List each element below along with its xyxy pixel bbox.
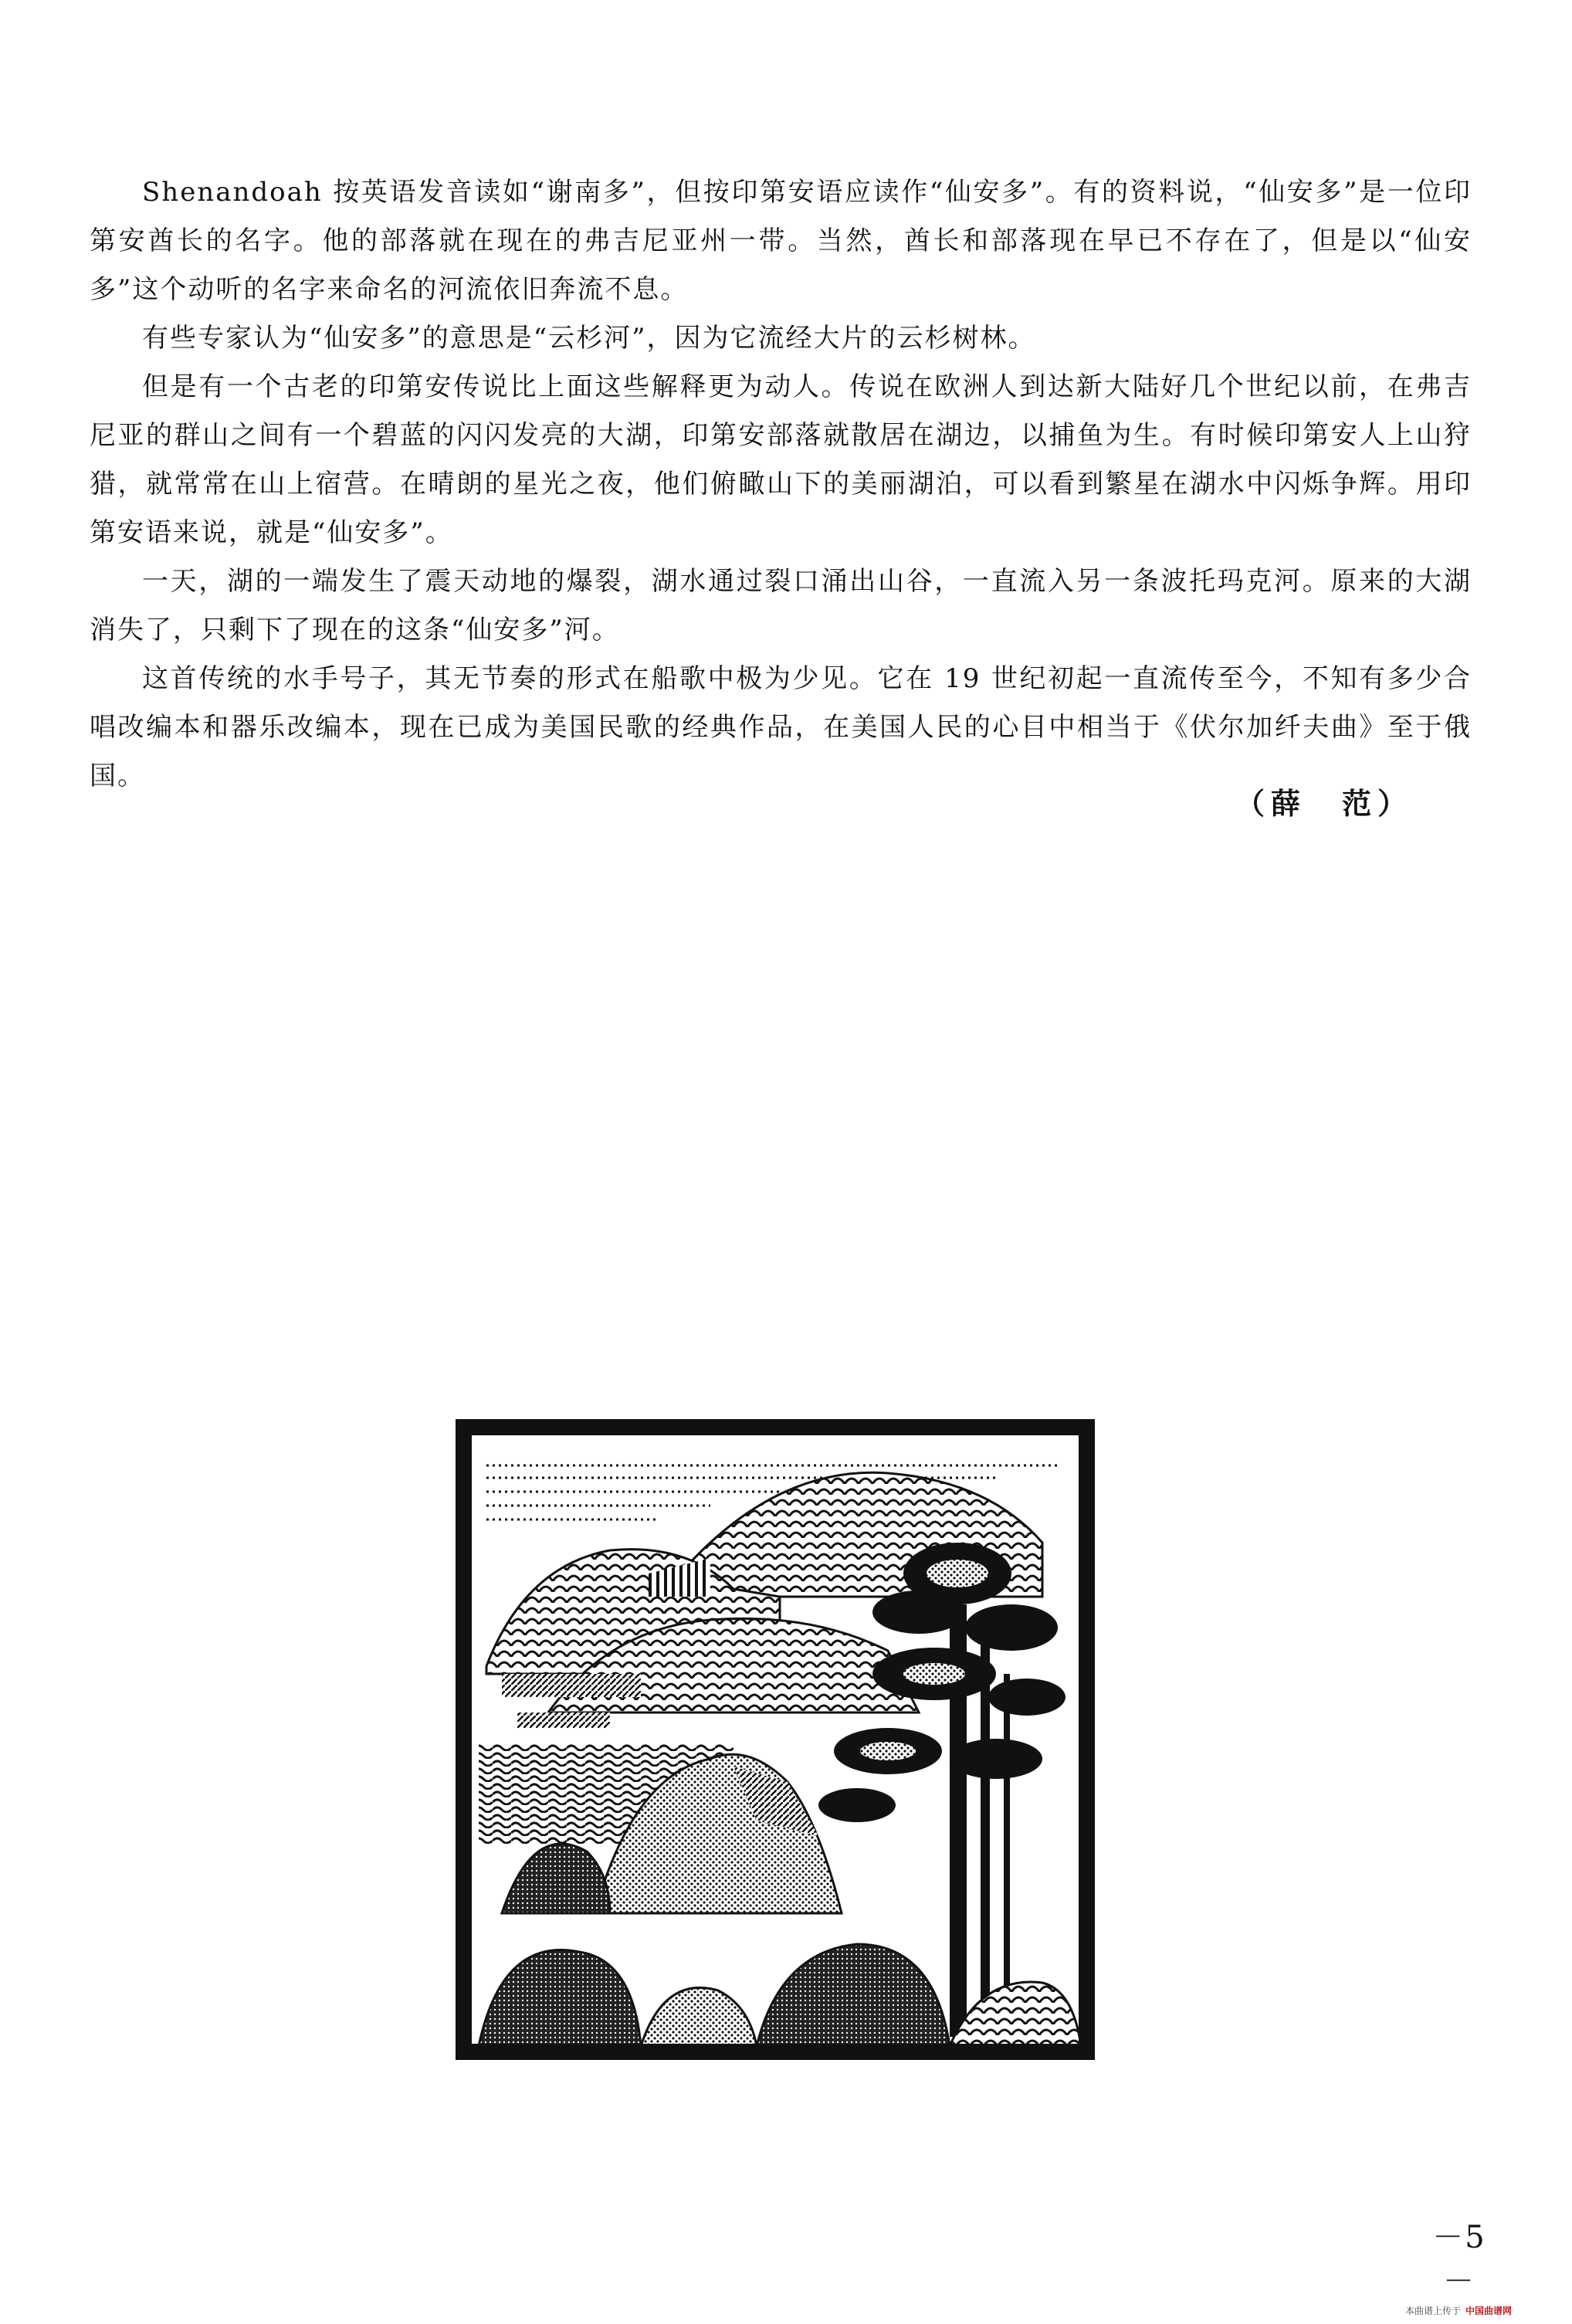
paragraph-sea-shanty: 这首传统的水手号子，其无节奏的形式在船歌中极为少见。它在 19 世纪初起一直流传至今，不知有多少合唱改编本和器乐改编本，现在已成为美国民歌的经典作品，在美国人民的心目中相当于《伏尔加纤夫曲》至于俄国。 bbox=[90, 663, 1472, 791]
author-credit: （薛 范） bbox=[1235, 786, 1414, 821]
page-number: －5－ bbox=[1432, 2220, 1486, 2299]
paragraph-name-origin: Shenandoah 按英语发音读如“谢南多”，但按印第安语应读作“仙安多”。有的资料说，“仙安多”是一位印第安酋长的名字。他的部落就在现在的弗吉尼亚州一带。当然，酋长和部落现在早已不存在了，但是以“仙安多”这个动听的名字来命名的河流依旧奔流不息。 bbox=[90, 177, 1472, 305]
article-body bbox=[90, 168, 1472, 801]
paragraph-spruce-river: 有些专家认为“仙安多”的意思是“云杉河”，因为它流经大片的云杉树林。 bbox=[142, 323, 1036, 354]
footer-watermark bbox=[1405, 2301, 1567, 2319]
site-name: 中国曲谱网 bbox=[1465, 2305, 1513, 2316]
upload-note: 本曲谱上传于 bbox=[1405, 2305, 1462, 2316]
paragraph-legend: 但是有一个古老的印第安传说比上面这些解释更为动人。传说在欧洲人到达新大陆好几个世纪以前，在弗吉尼亚的群山之间有一个碧蓝的闪闪发亮的大湖，印第安部落就散居在湖边，以捕鱼为生。有时候印第安人上山狩猎，就常常在山上宿营。在晴朗的星光之夜，他们俯瞰山下的美丽湖泊，可以看到繁星在湖水中闪烁争辉。用印第安语来说，就是“仙安多”。 bbox=[90, 371, 1472, 548]
landscape-woodcut-illustration bbox=[456, 1419, 1095, 2060]
paragraph-lake-burst: 一天，湖的一端发生了震天动地的爆裂，湖水通过裂口涌出山谷，一直流入另一条波托玛克河。原来的大湖消失了，只剩下了现在的这条“仙安多”河。 bbox=[90, 566, 1472, 645]
